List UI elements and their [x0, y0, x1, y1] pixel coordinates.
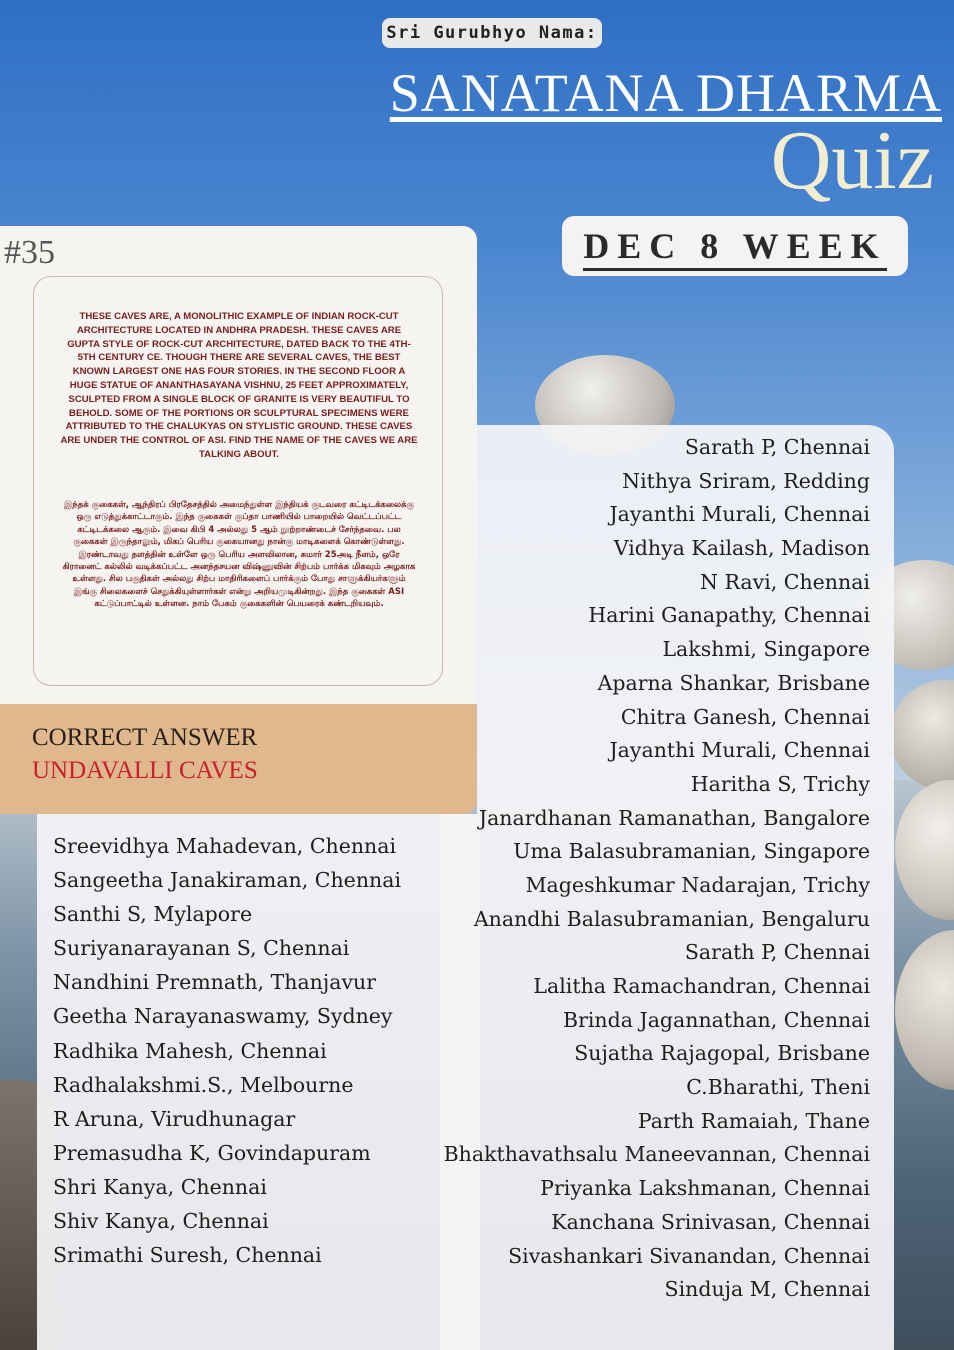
winner-name: Jayanthi Murali, Chennai	[609, 738, 870, 763]
winner-name: Chitra Ganesh, Chennai	[620, 704, 870, 729]
winner-name: N Ravi, Chennai	[700, 569, 870, 594]
winner-name: Sivashankari Sivanandan, Chennai	[508, 1243, 870, 1268]
winner-name: Bhakthavathsalu Maneevannan, Chennai	[443, 1142, 870, 1167]
winner-name: Uma Balasubramanian, Singapore	[513, 839, 870, 864]
winner-name: Shri Kanya, Chennai	[53, 1174, 267, 1199]
winner-name: C.Bharathi, Theni	[686, 1075, 870, 1100]
winner-name: Priyanka Lakshmanan, Chennai	[540, 1176, 870, 1201]
page-title: SANATANA DHARMA	[389, 63, 942, 123]
answer-value: UNDAVALLI CAVES	[32, 757, 258, 784]
winner-name: Nithya Sriram, Redding	[622, 468, 870, 493]
winner-name: Suriyanarayanan S, Chennai	[53, 936, 350, 961]
page-subtitle: Quiz	[770, 114, 934, 207]
question-text-english: THESE CAVES ARE, A MONOLITHIC EXAMPLE OF INDIAN ROCK-CUT ARCHITECTURE LOCATED IN ANDHRA PRADESH. THESE CAVES ARE GUPTA STYLE OF ROCK-CUT ARCHITECTURE, DATED BACK TO THE 4TH-5TH CENTURY CE. THOUGH THERE ARE SEVERAL CAVES, THE BEST KNOWN LARGEST ONE HAS FOUR STORIES. IN THE SECOND FLOOR A HUGE STATUE OF ANANTHASAYANA VISHNU, 25 FEET APPROXIMATELY, SCULPTED FROM A SINGLE BLOCK OF GRANITE IS VERY BEAUTIFUL TO BEHOLD. SOME OF THE PORTIONS OR SCULPTURAL SPECIMENS WERE ATTRIBUTED TO THE CHALUKYAS ON STYLISTIC GROUND. THESE CAVES ARE UNDER THE CONTROL OF ASI. FIND THE NAME OF THE CAVES WE ARE TALKING ABOUT.	[60, 311, 418, 460]
winner-name: Parth Ramaiah, Thane	[637, 1108, 870, 1133]
winners-list-right	[444, 431, 870, 1307]
winner-name: R Aruna, Virudhunagar	[53, 1106, 296, 1131]
winner-name: Lalitha Ramachandran, Chennai	[533, 974, 870, 998]
winner-name: Srimathi Suresh, Chennai	[53, 1243, 322, 1268]
winner-name: Brinda Jagannathan, Chennai	[563, 1007, 870, 1032]
winner-name: Sarath P, Chennai	[684, 940, 870, 965]
winner-name: Janardhanan Ramanathan, Bangalore	[478, 805, 870, 830]
winner-name: Haritha S, Trichy	[690, 771, 870, 796]
winner-name: Vidhya Kailash, Madison	[613, 536, 870, 561]
winner-name: Sreevidhya Mahadevan, Chennai	[53, 834, 397, 858]
winner-name: Sinduja M, Chennai	[664, 1277, 870, 1302]
winners-list-left	[53, 829, 401, 1272]
winner-name: Geetha Narayanaswamy, Sydney	[53, 1004, 393, 1029]
answer-label: CORRECT ANSWER	[32, 724, 258, 751]
winner-name: Nandhini Premnath, Thanjavur	[53, 970, 377, 995]
stone-image	[890, 680, 954, 790]
winner-name: Mageshkumar Nadarajan, Trichy	[525, 872, 870, 897]
winner-name: Anandhi Balasubramanian, Bengaluru	[473, 906, 870, 931]
winner-name: Jayanthi Murali, Chennai	[609, 502, 870, 527]
winner-name: Lakshmi, Singapore	[662, 637, 870, 662]
winner-name: Radhika Mahesh, Chennai	[53, 1038, 327, 1063]
week-badge	[562, 216, 908, 276]
winner-name: Santhi S, Mylapore	[53, 902, 253, 927]
winner-name: Sujatha Rajagopal, Brisbane	[574, 1041, 870, 1066]
winner-name: Premasudha K, Govindapuram	[53, 1140, 371, 1165]
winner-name: Kanchana Srinivasan, Chennai	[551, 1209, 870, 1234]
winner-name: Aparna Shankar, Brisbane	[597, 670, 870, 695]
blessing-badge: Sri Gurubhyo Nama:	[382, 18, 602, 48]
question-number: #35	[4, 234, 55, 271]
week-label: DEC 8 WEEK	[583, 226, 886, 271]
question-text-tamil: இந்தக் குகைகள், ஆந்திரப் பிரதேசத்தில் அமைந்துள்ள இந்தியக் குடவரை கட்டிடக்கலைக்கு ஒரு எடுத்துக்காட்டாகும். இந்த குகைகள் குப்தா பாணியில் பாறையில் வெட்டப்பட்ட கட்டிடக்கலை ஆகும். இவை கிபி 4 அல்லது 5 ஆம் நூற்றாண்டைச் சேர்ந்தவை. பல குகைகள் இருந்தாலும், மிகப் பெரிய குகையானது நான்கு மாடிகளைக் கொண்டுள்ளது. இரண்டாவது தளத்தின் உள்ளே ஒரு பெரிய அளவிலான, சுமார் 25அடி நீளம், ஒரே கிரானைட் கல்லில் வடிக்கப்பட்ட அனந்தசயன விஷ்ணுவின் சிற்பம் பார்க்க மிகவும் அழகாக உள்ளது. சில பகுதிகள் அல்லது சிற்ப மாதிரிகளைப் பார்க்கும் போது சாளுக்கியர்களும் இங்கு சிலைகளைச் செதுக்கியுள்ளார்கள் என்று அறியமுடிகின்றது. இந்த குகைகள் ASI கட்டுப்பாட்டில் உள்ளன. நாம் பேசும் குகைகளின் பெயரைக் கண்டறியவும்.	[62, 500, 416, 610]
winner-name: Shiv Kanya, Chennai	[53, 1209, 269, 1234]
winner-name: Sarath P, Chennai	[684, 435, 870, 459]
winner-name: Sangeetha Janakiraman, Chennai	[53, 868, 401, 893]
winner-name: Harini Ganapathy, Chennai	[588, 603, 870, 628]
winner-name: Radhalakshmi.S., Melbourne	[53, 1072, 354, 1097]
